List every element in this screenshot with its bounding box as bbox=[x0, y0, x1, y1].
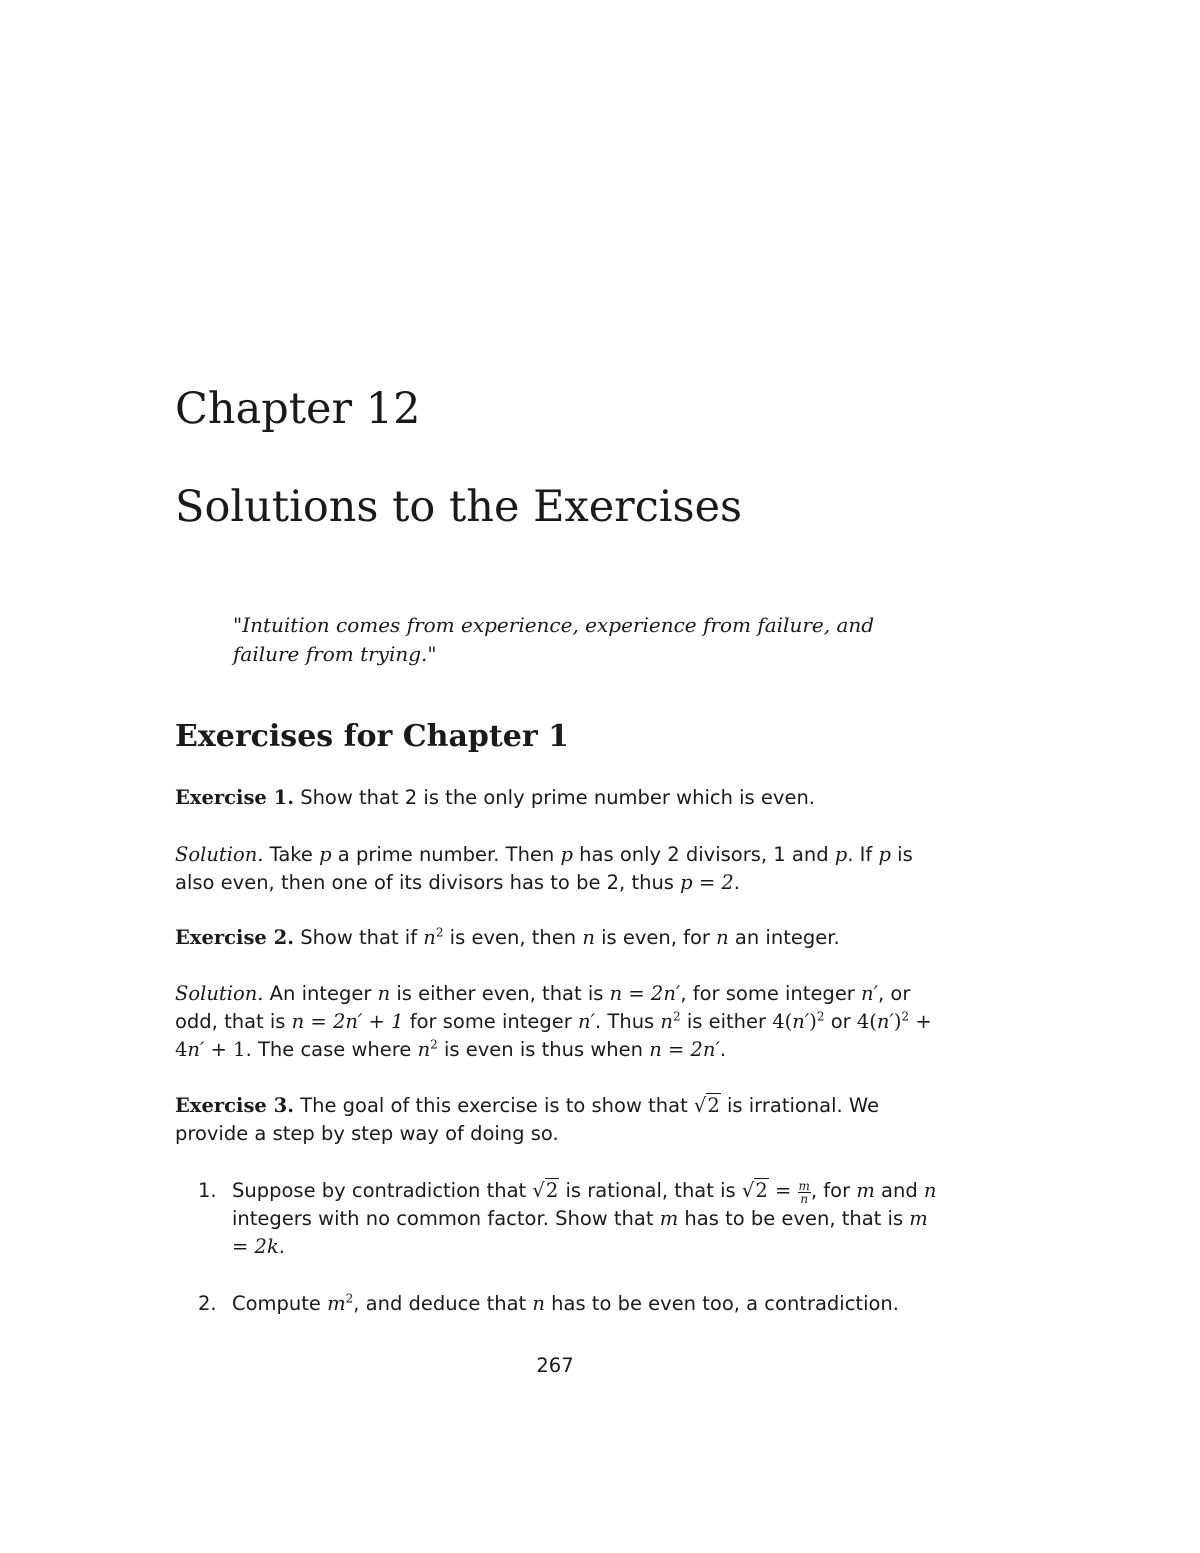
fraction-numerator: m bbox=[798, 1179, 810, 1193]
solution-text: . The case where bbox=[245, 1038, 418, 1061]
math-variable: n bbox=[423, 926, 436, 949]
list-item bbox=[232, 1290, 942, 1318]
solution-text: . Thus bbox=[595, 1010, 661, 1033]
math-variable: n′ bbox=[578, 1010, 596, 1033]
page-number: 267 bbox=[536, 1354, 574, 1377]
solution-text: . If bbox=[847, 843, 879, 866]
math-variable: n′ bbox=[792, 1010, 810, 1033]
math-equation: p = 2 bbox=[680, 871, 734, 894]
solution-text: a prime number. Then bbox=[331, 843, 561, 866]
math-exponent: 2 bbox=[901, 1009, 910, 1024]
exercise-1-statement bbox=[175, 784, 945, 812]
list-item-text: . bbox=[278, 1235, 285, 1258]
solution-text: An integer bbox=[269, 982, 378, 1005]
epigraph-line-1: "Intuition comes from experience, experience from failure, and bbox=[233, 613, 875, 637]
solution-text: . bbox=[733, 871, 740, 894]
solution-label: Solution. bbox=[175, 982, 264, 1005]
math-equation: n = 2n′ + 1 bbox=[291, 1010, 404, 1033]
list-item-text: , and deduce that bbox=[353, 1292, 533, 1315]
list-item-text: is rational, that is bbox=[559, 1179, 742, 1202]
math-expression: ) bbox=[809, 1010, 817, 1033]
exercise-1-solution bbox=[175, 841, 945, 897]
solution-text: is also even, then one of its divisors has to be 2, thus bbox=[175, 843, 913, 894]
math-variable: n bbox=[716, 926, 729, 949]
sqrt-two bbox=[742, 1178, 769, 1202]
exercise-1-label: Exercise 1. bbox=[175, 786, 294, 809]
math-variable: n′ bbox=[876, 1010, 894, 1033]
math-variable: m bbox=[856, 1179, 875, 1202]
solution-text: Take bbox=[269, 843, 320, 866]
math-variable: m bbox=[327, 1292, 346, 1315]
math-variable: n bbox=[532, 1292, 545, 1315]
math-equation: n = 2n′ bbox=[609, 982, 681, 1005]
solution-text: is even is thus when bbox=[437, 1038, 650, 1061]
sqrt-radicand: 2 bbox=[755, 1179, 768, 1202]
math-variable: m bbox=[659, 1207, 679, 1230]
math-variable: p bbox=[878, 843, 891, 866]
list-item-text: has to be even too, a contradiction. bbox=[544, 1292, 899, 1315]
exercise-text: is irrational. We provide a step by step way of doing so. bbox=[175, 1094, 880, 1145]
exercise-3-label: Exercise 3. bbox=[175, 1094, 294, 1117]
solution-text: , for some integer bbox=[680, 982, 862, 1005]
list-item-text: Suppose by contradiction that bbox=[232, 1179, 533, 1202]
sqrt-symbol: √ bbox=[741, 1179, 755, 1202]
math-exponent: 2 bbox=[672, 1009, 681, 1024]
list-item-text: integers with no common factor. Show that bbox=[232, 1207, 660, 1230]
solution-text: or bbox=[824, 1010, 857, 1033]
list-item-text: and bbox=[874, 1179, 924, 1202]
solution-text: , or odd, that is bbox=[175, 982, 911, 1033]
exercise-2-label: Exercise 2. bbox=[175, 926, 294, 949]
epigraph-line-2: failure from trying." bbox=[233, 642, 437, 666]
math-expression: 4( bbox=[772, 1010, 793, 1033]
sqrt-radicand: 2 bbox=[707, 1094, 720, 1117]
list-item-number: 1. bbox=[198, 1179, 217, 1202]
section-heading: Exercises for Chapter 1 bbox=[175, 719, 569, 754]
math-exponent: 2 bbox=[430, 1037, 438, 1052]
list-item bbox=[232, 1177, 942, 1261]
math-variable: n bbox=[377, 982, 391, 1005]
math-variable: n bbox=[417, 1038, 431, 1061]
solution-text: is either even, that is bbox=[390, 982, 610, 1005]
list-item-text: , for bbox=[810, 1179, 857, 1202]
math-expression: + 1 bbox=[204, 1038, 246, 1061]
sqrt-two bbox=[532, 1178, 559, 1202]
math-variable: p bbox=[560, 843, 573, 866]
solution-text: . bbox=[719, 1038, 727, 1061]
math-equals: = bbox=[768, 1179, 798, 1202]
math-equation: m = 2k bbox=[232, 1207, 928, 1258]
exercise-3-statement bbox=[175, 1092, 945, 1148]
chapter-label: Chapter 12 bbox=[175, 384, 421, 434]
math-variable: n bbox=[660, 1010, 673, 1033]
math-variable: p bbox=[834, 843, 848, 866]
list-item-text: has to be even, that is bbox=[678, 1207, 910, 1230]
math-variable: p bbox=[319, 843, 332, 866]
solution-label: Solution. bbox=[175, 843, 264, 866]
math-variable: n′ bbox=[861, 982, 879, 1005]
math-exponent: 2 bbox=[816, 1009, 825, 1024]
sqrt-symbol: √ bbox=[532, 1179, 545, 1202]
math-expression: ) bbox=[893, 1010, 902, 1033]
exercise-2-statement bbox=[175, 924, 945, 952]
exercise-text: is even, for bbox=[594, 926, 717, 949]
solution-text: for some integer bbox=[403, 1010, 579, 1033]
list-item-number: 2. bbox=[198, 1292, 217, 1315]
math-variable: n bbox=[923, 1179, 937, 1202]
exercise-text: Show that if bbox=[300, 926, 424, 949]
math-expression: + 4 bbox=[175, 1010, 932, 1061]
sqrt-symbol: √ bbox=[693, 1094, 707, 1117]
exercise-text: The goal of this exercise is to show that bbox=[300, 1094, 694, 1117]
exercise-text: an integer. bbox=[728, 926, 840, 949]
exercise-1-text: Show that 2 is the only prime number which is even. bbox=[300, 786, 816, 809]
epigraph-quote bbox=[233, 611, 913, 669]
sqrt-two bbox=[694, 1093, 721, 1117]
math-exponent: 2 bbox=[345, 1291, 354, 1306]
math-equation: n = 2n′ bbox=[649, 1038, 720, 1061]
math-variable: n′ bbox=[187, 1038, 205, 1061]
math-exponent: 2 bbox=[435, 925, 444, 940]
sqrt-radicand: 2 bbox=[545, 1179, 559, 1202]
math-variable: n bbox=[582, 926, 595, 949]
solution-text: has only 2 divisors, 1 and bbox=[572, 843, 835, 866]
list-item-text: Compute bbox=[232, 1292, 328, 1315]
chapter-title: Solutions to the Exercises bbox=[175, 482, 743, 532]
exercise-2-solution bbox=[175, 980, 945, 1064]
fraction-m-over-n bbox=[798, 1180, 811, 1205]
fraction-denominator: n bbox=[800, 1192, 809, 1206]
math-expression: 4( bbox=[856, 1010, 877, 1033]
exercise-text: is even, then bbox=[443, 926, 583, 949]
solution-text: is either bbox=[680, 1010, 773, 1033]
